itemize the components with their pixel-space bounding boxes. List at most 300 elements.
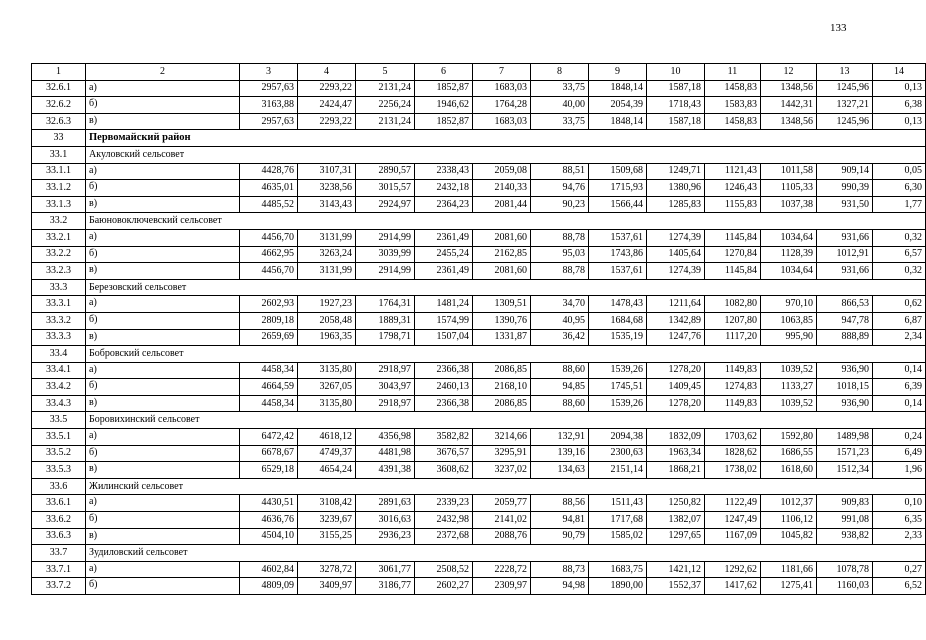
column-header: 6 xyxy=(415,64,473,81)
cell-value: 3143,43 xyxy=(298,196,356,213)
cell-value: 3043,97 xyxy=(356,379,415,396)
row-label: б) xyxy=(86,578,240,595)
table-row xyxy=(32,578,926,595)
row-code: 33.3.3 xyxy=(32,329,86,346)
cell-value: 2659,69 xyxy=(240,329,298,346)
row-code: 33.5.2 xyxy=(32,445,86,462)
cell-value: 866,53 xyxy=(817,296,873,313)
cell-value: 1489,98 xyxy=(817,429,873,446)
cell-value: 1,77 xyxy=(873,196,926,213)
cell-value: 2602,93 xyxy=(240,296,298,313)
cell-value: 1848,14 xyxy=(589,80,647,97)
table-row xyxy=(32,229,926,246)
cell-value: 1852,87 xyxy=(415,80,473,97)
cell-value: 4430,51 xyxy=(240,495,298,512)
column-header: 7 xyxy=(473,64,531,81)
column-header: 14 xyxy=(873,64,926,81)
cell-value: 995,90 xyxy=(761,329,817,346)
group-row xyxy=(32,478,926,495)
row-label: а) xyxy=(86,429,240,446)
cell-value: 1828,62 xyxy=(705,445,761,462)
cell-value: 3108,42 xyxy=(298,495,356,512)
cell-value: 3267,05 xyxy=(298,379,356,396)
row-code: 33.1.3 xyxy=(32,196,86,213)
cell-value: 2086,85 xyxy=(473,362,531,379)
cell-value: 1745,51 xyxy=(589,379,647,396)
row-label: в) xyxy=(86,263,240,280)
cell-value: 94,98 xyxy=(531,578,589,595)
cell-value: 931,66 xyxy=(817,263,873,280)
cell-value: 1039,52 xyxy=(761,395,817,412)
cell-value: 1574,99 xyxy=(415,312,473,329)
cell-value: 1539,26 xyxy=(589,362,647,379)
cell-value: 1122,49 xyxy=(705,495,761,512)
cell-value: 2924,97 xyxy=(356,196,415,213)
cell-value: 1181,66 xyxy=(761,561,817,578)
cell-value: 1684,68 xyxy=(589,312,647,329)
cell-value: 1458,83 xyxy=(705,80,761,97)
table-row xyxy=(32,312,926,329)
row-label: б) xyxy=(86,379,240,396)
cell-value: 40,00 xyxy=(531,97,589,114)
cell-value: 2918,97 xyxy=(356,362,415,379)
cell-value: 1278,20 xyxy=(647,362,705,379)
cell-value: 132,91 xyxy=(531,429,589,446)
row-code: 33.2.3 xyxy=(32,263,86,280)
row-code: 33.7 xyxy=(32,545,86,562)
cell-value: 2,34 xyxy=(873,329,926,346)
cell-value: 1481,24 xyxy=(415,296,473,313)
cell-value: 1507,04 xyxy=(415,329,473,346)
row-code: 32.6.1 xyxy=(32,80,86,97)
row-label: в) xyxy=(86,395,240,412)
cell-value: 990,39 xyxy=(817,180,873,197)
cell-value: 1537,61 xyxy=(589,263,647,280)
cell-value: 6,39 xyxy=(873,379,926,396)
cell-value: 1405,64 xyxy=(647,246,705,263)
data-table xyxy=(31,63,926,595)
cell-value: 888,89 xyxy=(817,329,873,346)
table-row xyxy=(32,196,926,213)
cell-value: 1342,89 xyxy=(647,312,705,329)
cell-value: 1890,00 xyxy=(589,578,647,595)
cell-value: 1889,31 xyxy=(356,312,415,329)
cell-value: 3214,66 xyxy=(473,429,531,446)
cell-value: 1246,43 xyxy=(705,180,761,197)
cell-value: 1683,75 xyxy=(589,561,647,578)
cell-value: 3676,57 xyxy=(415,445,473,462)
cell-value: 1552,37 xyxy=(647,578,705,595)
cell-value: 1511,43 xyxy=(589,495,647,512)
row-label: в) xyxy=(86,528,240,545)
cell-value: 1247,49 xyxy=(705,512,761,529)
cell-value: 0,62 xyxy=(873,296,926,313)
cell-value: 2891,63 xyxy=(356,495,415,512)
cell-value: 2081,44 xyxy=(473,196,531,213)
table-row xyxy=(32,263,926,280)
column-header: 10 xyxy=(647,64,705,81)
cell-value: 2914,99 xyxy=(356,229,415,246)
cell-value: 991,08 xyxy=(817,512,873,529)
cell-value: 1743,86 xyxy=(589,246,647,263)
row-code: 33.5.3 xyxy=(32,462,86,479)
cell-value: 1128,39 xyxy=(761,246,817,263)
cell-value: 4391,38 xyxy=(356,462,415,479)
row-label: а) xyxy=(86,495,240,512)
group-row xyxy=(32,545,926,562)
row-code: 33.4 xyxy=(32,346,86,363)
cell-value: 0,13 xyxy=(873,80,926,97)
cell-value: 1715,93 xyxy=(589,180,647,197)
cell-value: 1,96 xyxy=(873,462,926,479)
table-row xyxy=(32,246,926,263)
cell-value: 2455,24 xyxy=(415,246,473,263)
cell-value: 1738,02 xyxy=(705,462,761,479)
cell-value: 2228,72 xyxy=(473,561,531,578)
cell-value: 3135,80 xyxy=(298,362,356,379)
cell-value: 4602,84 xyxy=(240,561,298,578)
row-code: 33.3 xyxy=(32,279,86,296)
cell-value: 1133,27 xyxy=(761,379,817,396)
cell-value: 1587,18 xyxy=(647,113,705,130)
cell-value: 1274,39 xyxy=(647,263,705,280)
cell-value: 1082,80 xyxy=(705,296,761,313)
column-header: 9 xyxy=(589,64,647,81)
cell-value: 4504,10 xyxy=(240,528,298,545)
cell-value: 1442,31 xyxy=(761,97,817,114)
cell-value: 2424,47 xyxy=(298,97,356,114)
table-body xyxy=(32,64,926,595)
cell-value: 1535,19 xyxy=(589,329,647,346)
cell-value: 88,51 xyxy=(531,163,589,180)
cell-value: 1512,34 xyxy=(817,462,873,479)
cell-value: 1149,83 xyxy=(705,395,761,412)
row-code: 33.6.3 xyxy=(32,528,86,545)
cell-value: 970,10 xyxy=(761,296,817,313)
cell-value: 3263,24 xyxy=(298,246,356,263)
cell-value: 1717,68 xyxy=(589,512,647,529)
cell-value: 2151,14 xyxy=(589,462,647,479)
cell-value: 1348,56 xyxy=(761,113,817,130)
cell-value: 4749,37 xyxy=(298,445,356,462)
row-code: 33.2.1 xyxy=(32,229,86,246)
cell-value: 1105,33 xyxy=(761,180,817,197)
cell-value: 2361,49 xyxy=(415,229,473,246)
column-header: 11 xyxy=(705,64,761,81)
table-row xyxy=(32,462,926,479)
cell-value: 1160,03 xyxy=(817,578,873,595)
cell-value: 33,75 xyxy=(531,80,589,97)
cell-value: 3278,72 xyxy=(298,561,356,578)
cell-value: 1274,83 xyxy=(705,379,761,396)
cell-value: 34,70 xyxy=(531,296,589,313)
cell-value: 1012,91 xyxy=(817,246,873,263)
cell-value: 931,50 xyxy=(817,196,873,213)
cell-value: 1764,28 xyxy=(473,97,531,114)
cell-value: 1121,43 xyxy=(705,163,761,180)
cell-value: 1509,68 xyxy=(589,163,647,180)
cell-value: 1592,80 xyxy=(761,429,817,446)
cell-value: 1409,45 xyxy=(647,379,705,396)
cell-value: 0,14 xyxy=(873,395,926,412)
cell-value: 88,73 xyxy=(531,561,589,578)
row-code: 33 xyxy=(32,130,86,147)
row-label: в) xyxy=(86,113,240,130)
cell-value: 1037,38 xyxy=(761,196,817,213)
cell-value: 0,27 xyxy=(873,561,926,578)
cell-value: 2293,22 xyxy=(298,113,356,130)
cell-value: 1285,83 xyxy=(647,196,705,213)
cell-value: 1309,51 xyxy=(473,296,531,313)
cell-value: 4481,98 xyxy=(356,445,415,462)
cell-value: 2809,18 xyxy=(240,312,298,329)
cell-value: 1390,76 xyxy=(473,312,531,329)
cell-value: 2058,48 xyxy=(298,312,356,329)
cell-value: 1852,87 xyxy=(415,113,473,130)
row-label: в) xyxy=(86,196,240,213)
cell-value: 1034,64 xyxy=(761,263,817,280)
row-label: а) xyxy=(86,561,240,578)
cell-value: 1292,62 xyxy=(705,561,761,578)
cell-value: 1348,56 xyxy=(761,80,817,97)
cell-value: 1848,14 xyxy=(589,113,647,130)
row-code: 33.2.2 xyxy=(32,246,86,263)
row-label: а) xyxy=(86,163,240,180)
cell-value: 1331,87 xyxy=(473,329,531,346)
cell-value: 6678,67 xyxy=(240,445,298,462)
cell-value: 1249,71 xyxy=(647,163,705,180)
table-row xyxy=(32,495,926,512)
cell-value: 2309,97 xyxy=(473,578,531,595)
cell-value: 6,38 xyxy=(873,97,926,114)
cell-value: 909,83 xyxy=(817,495,873,512)
cell-value: 1278,20 xyxy=(647,395,705,412)
cell-value: 1247,76 xyxy=(647,329,705,346)
group-title: Зудиловский сельсовет xyxy=(86,545,926,562)
cell-value: 6,57 xyxy=(873,246,926,263)
row-code: 33.7.1 xyxy=(32,561,86,578)
cell-value: 0,14 xyxy=(873,362,926,379)
cell-value: 94,85 xyxy=(531,379,589,396)
cell-value: 2300,63 xyxy=(589,445,647,462)
row-label: б) xyxy=(86,512,240,529)
cell-value: 3135,80 xyxy=(298,395,356,412)
cell-value: 2059,08 xyxy=(473,163,531,180)
column-header: 5 xyxy=(356,64,415,81)
row-label: в) xyxy=(86,329,240,346)
cell-value: 4618,12 xyxy=(298,429,356,446)
cell-value: 2366,38 xyxy=(415,362,473,379)
cell-value: 36,42 xyxy=(531,329,589,346)
row-code: 33.7.2 xyxy=(32,578,86,595)
cell-value: 88,60 xyxy=(531,362,589,379)
cell-value: 1250,82 xyxy=(647,495,705,512)
row-code: 33.5 xyxy=(32,412,86,429)
cell-value: 4636,76 xyxy=(240,512,298,529)
cell-value: 1297,65 xyxy=(647,528,705,545)
cell-value: 6,87 xyxy=(873,312,926,329)
row-label: а) xyxy=(86,80,240,97)
cell-value: 88,78 xyxy=(531,263,589,280)
cell-value: 2059,77 xyxy=(473,495,531,512)
cell-value: 90,23 xyxy=(531,196,589,213)
cell-value: 1207,80 xyxy=(705,312,761,329)
table-row xyxy=(32,113,926,130)
cell-value: 1868,21 xyxy=(647,462,705,479)
page-number: 133 xyxy=(830,22,847,34)
cell-value: 1145,84 xyxy=(705,263,761,280)
cell-value: 1063,85 xyxy=(761,312,817,329)
table-row xyxy=(32,296,926,313)
cell-value: 94,81 xyxy=(531,512,589,529)
cell-value: 1683,03 xyxy=(473,80,531,97)
cell-value: 1718,43 xyxy=(647,97,705,114)
cell-value: 1106,12 xyxy=(761,512,817,529)
cell-value: 2141,02 xyxy=(473,512,531,529)
cell-value: 0,24 xyxy=(873,429,926,446)
cell-value: 3039,99 xyxy=(356,246,415,263)
cell-value: 3016,63 xyxy=(356,512,415,529)
cell-value: 1245,96 xyxy=(817,113,873,130)
cell-value: 0,13 xyxy=(873,113,926,130)
cell-value: 4809,09 xyxy=(240,578,298,595)
cell-value: 947,78 xyxy=(817,312,873,329)
cell-value: 90,79 xyxy=(531,528,589,545)
table-row xyxy=(32,97,926,114)
row-label: б) xyxy=(86,312,240,329)
cell-value: 6472,42 xyxy=(240,429,298,446)
cell-value: 1832,09 xyxy=(647,429,705,446)
table-row xyxy=(32,561,926,578)
cell-value: 4485,52 xyxy=(240,196,298,213)
group-row xyxy=(32,412,926,429)
cell-value: 2364,23 xyxy=(415,196,473,213)
cell-value: 2081,60 xyxy=(473,229,531,246)
cell-value: 6,35 xyxy=(873,512,926,529)
cell-value: 3015,57 xyxy=(356,180,415,197)
cell-value: 3107,31 xyxy=(298,163,356,180)
cell-value: 1798,71 xyxy=(356,329,415,346)
cell-value: 6,30 xyxy=(873,180,926,197)
cell-value: 1011,58 xyxy=(761,163,817,180)
cell-value: 1245,96 xyxy=(817,80,873,97)
cell-value: 2131,24 xyxy=(356,80,415,97)
cell-value: 2131,24 xyxy=(356,113,415,130)
table-row xyxy=(32,528,926,545)
cell-value: 6,49 xyxy=(873,445,926,462)
cell-value: 1946,62 xyxy=(415,97,473,114)
group-title: Березовский сельсовет xyxy=(86,279,926,296)
cell-value: 3061,77 xyxy=(356,561,415,578)
cell-value: 2256,24 xyxy=(356,97,415,114)
section-row xyxy=(32,130,926,147)
cell-value: 1078,78 xyxy=(817,561,873,578)
row-label: б) xyxy=(86,246,240,263)
table-row xyxy=(32,180,926,197)
table-row xyxy=(32,429,926,446)
cell-value: 2957,63 xyxy=(240,80,298,97)
group-row xyxy=(32,146,926,163)
row-code: 33.1.2 xyxy=(32,180,86,197)
cell-value: 1458,83 xyxy=(705,113,761,130)
column-header: 13 xyxy=(817,64,873,81)
cell-value: 1686,55 xyxy=(761,445,817,462)
cell-value: 1571,23 xyxy=(817,445,873,462)
cell-value: 134,63 xyxy=(531,462,589,479)
row-code: 33.3.2 xyxy=(32,312,86,329)
cell-value: 2914,99 xyxy=(356,263,415,280)
cell-value: 1703,62 xyxy=(705,429,761,446)
cell-value: 1012,37 xyxy=(761,495,817,512)
cell-value: 1927,23 xyxy=(298,296,356,313)
cell-value: 3131,99 xyxy=(298,263,356,280)
row-code: 33.4.2 xyxy=(32,379,86,396)
cell-value: 1583,83 xyxy=(705,97,761,114)
section-title: Первомайский район xyxy=(86,130,926,147)
cell-value: 3238,56 xyxy=(298,180,356,197)
table-row xyxy=(32,379,926,396)
row-code: 33.6.2 xyxy=(32,512,86,529)
cell-value: 1618,60 xyxy=(761,462,817,479)
row-label: а) xyxy=(86,296,240,313)
cell-value: 1417,62 xyxy=(705,578,761,595)
cell-value: 2293,22 xyxy=(298,80,356,97)
cell-value: 1270,84 xyxy=(705,246,761,263)
row-code: 33.3.1 xyxy=(32,296,86,313)
cell-value: 6529,18 xyxy=(240,462,298,479)
cell-value: 88,56 xyxy=(531,495,589,512)
cell-value: 2890,57 xyxy=(356,163,415,180)
cell-value: 3163,88 xyxy=(240,97,298,114)
cell-value: 2094,38 xyxy=(589,429,647,446)
group-title: Боровихинский сельсовет xyxy=(86,412,926,429)
cell-value: 1211,64 xyxy=(647,296,705,313)
row-code: 33.1 xyxy=(32,146,86,163)
cell-value: 1149,83 xyxy=(705,362,761,379)
row-code: 33.4.1 xyxy=(32,362,86,379)
cell-value: 0,05 xyxy=(873,163,926,180)
cell-value: 2460,13 xyxy=(415,379,473,396)
group-title: Жилинский сельсовет xyxy=(86,478,926,495)
group-title: Акуловский сельсовет xyxy=(86,146,926,163)
cell-value: 936,90 xyxy=(817,362,873,379)
row-code: 33.4.3 xyxy=(32,395,86,412)
cell-value: 2366,38 xyxy=(415,395,473,412)
cell-value: 4456,70 xyxy=(240,263,298,280)
cell-value: 4635,01 xyxy=(240,180,298,197)
column-header: 4 xyxy=(298,64,356,81)
cell-value: 938,82 xyxy=(817,528,873,545)
cell-value: 1117,20 xyxy=(705,329,761,346)
column-header: 3 xyxy=(240,64,298,81)
cell-value: 2602,27 xyxy=(415,578,473,595)
cell-value: 1039,52 xyxy=(761,362,817,379)
cell-value: 0,32 xyxy=(873,229,926,246)
cell-value: 2339,23 xyxy=(415,495,473,512)
cell-value: 1963,34 xyxy=(647,445,705,462)
row-code: 33.5.1 xyxy=(32,429,86,446)
group-row xyxy=(32,279,926,296)
cell-value: 4428,76 xyxy=(240,163,298,180)
cell-value: 3582,82 xyxy=(415,429,473,446)
cell-value: 2432,18 xyxy=(415,180,473,197)
group-row xyxy=(32,346,926,363)
cell-value: 4654,24 xyxy=(298,462,356,479)
cell-value: 33,75 xyxy=(531,113,589,130)
table-row xyxy=(32,80,926,97)
cell-value: 1382,07 xyxy=(647,512,705,529)
cell-value: 2936,23 xyxy=(356,528,415,545)
